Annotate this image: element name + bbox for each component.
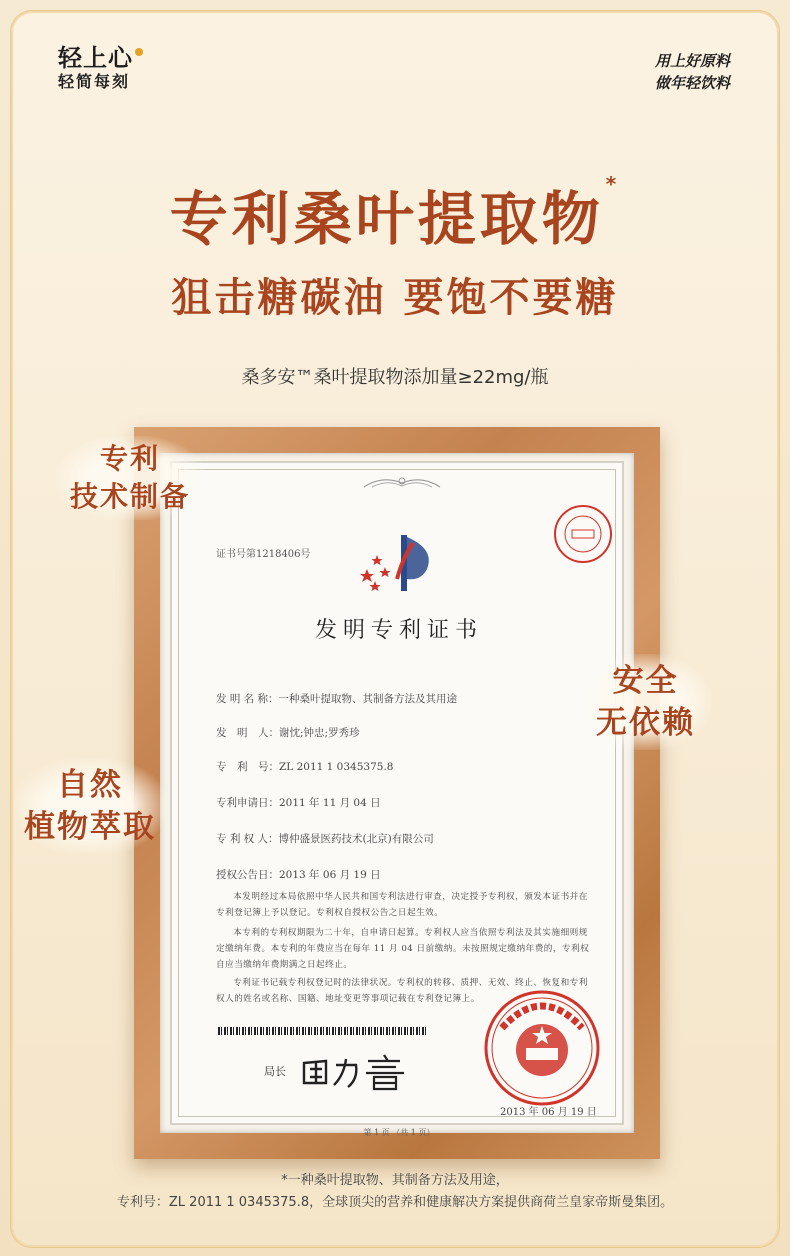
dosage-text: 桑多安™桑叶提取物添加量≥22mg/瓶 [241,367,549,388]
slogan-line-1: 用上好原料 [654,52,730,70]
filing-date: 专利申请日：2011 年 11 月 04 日 [216,797,381,809]
logo-dot-icon [135,48,143,56]
certificate-paragraph-2: 本专利的专利权期限为二十年，自申请日起算。专利权人应当依照专利法及其实施细则规定缴纳年费。本专利的年费应当在每年 11 月 04 日前缴纳。未按照规定缴纳年费的，专利权自应当缴纳年费期满之日起终止。 [216,928,590,970]
logo-wordmark: 轻上心 [58,44,133,72]
title-footnote-mark: * [605,172,621,196]
subtitle: 狙击糖碳油 要饱不要糖 [171,275,619,321]
callout-patent-line-2: 技术制备 [70,480,191,513]
certificate-frame [134,427,660,1159]
official-seal-icon [552,503,614,565]
brand-slogan [655,50,730,94]
inventors: 发 明 人：谢忱;钟忠;罗秀珍 [216,727,360,739]
callout-patent-tech [56,436,204,520]
frame-mat [160,453,634,1137]
callout-safe-line-2: 无依赖 [596,705,695,741]
brand-logo [58,44,143,92]
footnote [0,1170,790,1214]
certificate-number: 证书号第1218406号 [216,549,311,560]
callout-safe-line-1: 安全 [612,663,679,699]
certificate-paragraph-3: 专利证书记载专利权登记时的法律状况。专利权的转移、质押、无效、终止、恢复和专利权人的姓名或名称、国籍、地址变更等事项记载在专利登记簿上。 [216,978,588,1004]
callout-natural-line-2: 植物萃取 [24,809,156,845]
patent-certificate [170,461,624,1137]
certificate-title: 发明专利证书 [314,618,483,643]
national-ip-office-seal-icon [482,988,602,1108]
footnote-line-1: *一种桑叶提取物、其制备方法及用途， [281,1173,509,1188]
callout-patent-line-1: 专利 [100,442,161,475]
patent-number: 专 利 号：ZL 2011 1 0345375.8 [216,761,394,773]
slogan-line-2: 做年轻饮料 [654,74,730,92]
callout-safe [580,654,711,750]
main-title [0,172,790,256]
director-label: 局长 [264,1065,286,1078]
certificate-page-footer: 第 1 页 （共 1 页） [363,1128,435,1137]
logo-tagline: 轻简每刻 [58,72,131,91]
certificate-paragraph-1: 本发明经过本局依照中华人民共和国专利法进行审查，决定授予专利权，颁发本证书并在专利登记簿上予以登记。专利权自授权公告之日起生效。 [216,892,588,918]
seal-date: 2013 年 06 月 19 日 [500,1107,597,1118]
barcode [218,1027,428,1035]
main-title-text: 专利桑叶提取物 [169,185,604,253]
footnote-line-2: 专利号：ZL 2011 1 0345375.8，全球顶尖的营养和健康解决方案提供商荷兰皇家帝斯曼集团。 [116,1195,674,1210]
callout-natural [14,758,166,854]
patentee: 专 利 权 人：博仲盛景医药技术(北京)有限公司 [216,833,434,845]
director-signature [296,1049,416,1093]
ornament-icon [362,473,442,491]
patent-office-emblem-icon [357,529,447,599]
callout-natural-line-1: 自然 [57,767,123,803]
grant-date: 授权公告日：2013 年 06 月 19 日 [216,869,381,881]
invention-name: 发 明 名 称：一种桑叶提取物、其制备方法及其用途 [216,693,458,705]
